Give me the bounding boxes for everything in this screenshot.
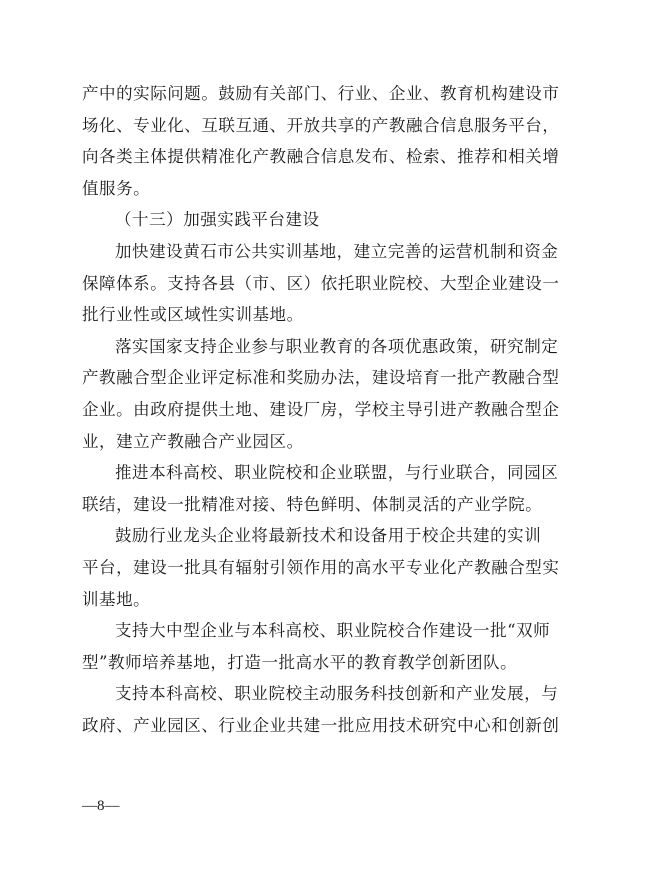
section-heading: （十三）加强实践平台建设: [115, 210, 320, 230]
text-line: 企业。由政府提供土地、建设厂房，学校主导引进产教融合型企: [82, 399, 560, 419]
page-number: —8—: [82, 798, 120, 814]
text-line: 型”教师培养基地，打造一批高水平的教育教学创新团队。: [82, 652, 518, 672]
text-line: 支持本科高校、职业院校主动服务科技创新和产业发展，与: [115, 684, 559, 704]
body-text: [82, 78, 578, 741]
text-line: 向各类主体提供精准化产教融合信息发布、检索、推荐和相关增: [82, 147, 560, 167]
text-line: 业，建立产教融合产业园区。: [82, 431, 304, 451]
text-line: 推进本科高校、职业院校和企业联盟，与行业联合，同园区: [115, 463, 559, 483]
text-line: 鼓励行业龙头企业将最新技术和设备用于校企共建的实训: [115, 526, 542, 546]
text-line: 场化、专业化、互联互通、开放共享的产教融合信息服务平台，: [82, 115, 560, 135]
text-line: 平台，建设一批具有辐射引领作用的高水平专业化产教融合型实: [82, 557, 560, 577]
text-line: 联结，建设一批精准对接、特色鲜明、体制灵活的产业学院。: [82, 494, 543, 514]
text-line: 加快建设黄石市公共实训基地，建立完善的运营机制和资金: [115, 241, 559, 261]
text-line: 保障体系。支持各县（市、区）依托职业院校、大型企业建设一: [82, 273, 560, 293]
text-line: 值服务。: [82, 178, 151, 198]
text-line: 训基地。: [82, 589, 151, 609]
text-line: 产教融合型企业评定标准和奖励办法，建设培育一批产教融合型: [82, 368, 560, 388]
text-line: 产中的实际问题。鼓励有关部门、行业、企业、教育机构建设市: [82, 84, 560, 103]
text-line: 落实国家支持企业参与职业教育的各项优惠政策，研究制定: [115, 336, 559, 356]
text-line: 支持大中型企业与本科高校、职业院校合作建设一批“双师: [115, 621, 551, 641]
text-line: 批行业性或区域性实训基地。: [82, 305, 304, 325]
text-line: 政府、产业园区、行业企业共建一批应用技术研究中心和创新创: [82, 715, 560, 735]
